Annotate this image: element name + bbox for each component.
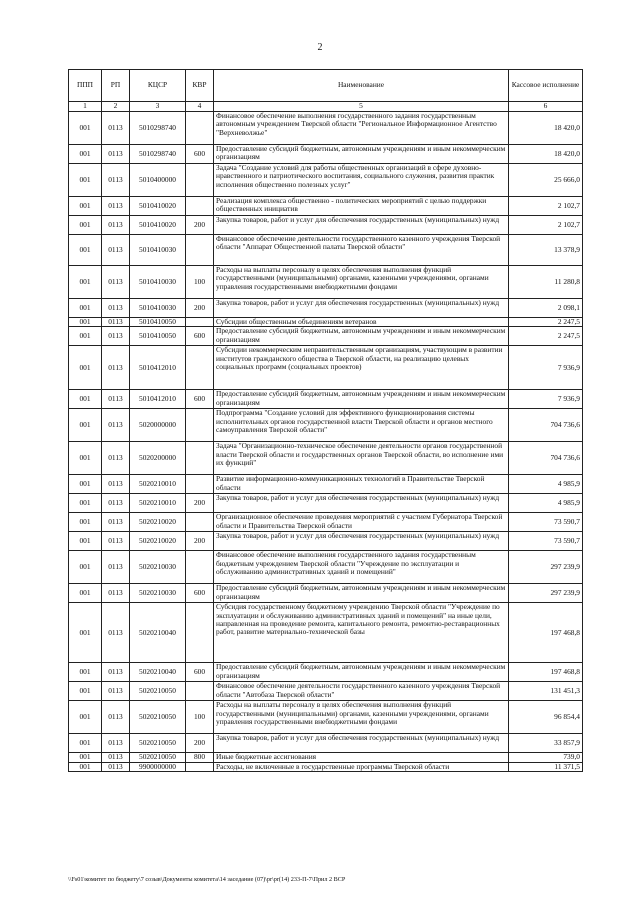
table-row — [69, 266, 583, 299]
table-row — [69, 442, 583, 475]
column-number: 5 — [214, 102, 509, 112]
cell-ppp: 001 — [69, 390, 102, 409]
cell-kcsr: 5010412010 — [130, 390, 186, 409]
cell-ppp: 001 — [69, 753, 102, 762]
table-row — [69, 235, 583, 266]
cell-kvr: 800 — [186, 753, 214, 762]
cell-kcsr: 5020210010 — [130, 475, 186, 494]
cell-kcsr: 5010410020 — [130, 216, 186, 235]
cell-amount: 33 857,9 — [509, 734, 583, 753]
column-number: 1 — [69, 102, 102, 112]
cell-ppp: 001 — [69, 299, 102, 318]
cell-rp: 0113 — [102, 584, 130, 603]
table-row — [69, 145, 583, 164]
cell-kvr: 100 — [186, 701, 214, 734]
cell-name: Субсидии некоммерческим неправительственным организациям, участвующим в развитии институтов гражданского общества в Тверской области, на реализацию целевых социальных программ (социальных проектов) — [214, 346, 509, 390]
cell-amount: 739,0 — [509, 753, 583, 762]
cell-name: Закупка товаров, работ и услуг для обеспечения государственных (муниципальных) нужд — [214, 494, 509, 513]
cell-rp: 0113 — [102, 513, 130, 532]
cell-rp: 0113 — [102, 390, 130, 409]
cell-amount: 2 098,1 — [509, 299, 583, 318]
header-kcsr: КЦСР — [130, 70, 186, 102]
cell-ppp: 001 — [69, 494, 102, 513]
table-row — [69, 327, 583, 346]
cell-name: Финансовое обеспечение выполнения государственного задания государственным автономным учреждением Тверской области "Региональное Информационное Агентство "Верхневолжье" — [214, 112, 509, 145]
cell-amount: 4 985,9 — [509, 494, 583, 513]
cell-name: Закупка товаров, работ и услуг для обеспечения государственных (муниципальных) нужд — [214, 734, 509, 753]
cell-rp: 0113 — [102, 216, 130, 235]
cell-rp: 0113 — [102, 197, 130, 216]
cell-kcsr: 5010410030 — [130, 235, 186, 266]
cell-amount: 13 378,9 — [509, 235, 583, 266]
cell-name: Иные бюджетные ассигнования — [214, 753, 509, 762]
cell-kcsr: 5020210040 — [130, 663, 186, 682]
cell-name: Закупка товаров, работ и услуг для обеспечения государственных (муниципальных) нужд — [214, 299, 509, 318]
cell-rp: 0113 — [102, 603, 130, 663]
cell-kcsr: 5010410050 — [130, 318, 186, 327]
cell-amount: 73 590,7 — [509, 532, 583, 551]
cell-ppp: 001 — [69, 532, 102, 551]
table-row — [69, 762, 583, 771]
table-row — [69, 318, 583, 327]
file-path-footer: \\Fs01\комитет по бюджету\7 созыв\Документы комитета\14 заседание (07)\pr\pr(14) 233-П-7\Прил 2 ВСР — [68, 876, 346, 883]
cell-amount: 704 736,6 — [509, 442, 583, 475]
column-number: 2 — [102, 102, 130, 112]
cell-kvr — [186, 682, 214, 701]
cell-kvr: 200 — [186, 216, 214, 235]
cell-kcsr: 5010410030 — [130, 266, 186, 299]
cell-rp: 0113 — [102, 494, 130, 513]
table-row — [69, 513, 583, 532]
table-row — [69, 112, 583, 145]
cell-name: Расходы на выплаты персоналу в целях обеспечения выполнения функций государственными (муниципальными) органами, казенными учреждениями, органами управления государственными внебюджетными фондами — [214, 701, 509, 734]
cell-ppp: 001 — [69, 701, 102, 734]
header-ppp: ППП — [69, 70, 102, 102]
cell-ppp: 001 — [69, 734, 102, 753]
cell-amount: 197 468,8 — [509, 663, 583, 682]
table-row — [69, 734, 583, 753]
table-row — [69, 216, 583, 235]
cell-ppp: 001 — [69, 197, 102, 216]
cell-ppp: 001 — [69, 216, 102, 235]
cell-rp: 0113 — [102, 164, 130, 197]
cell-amount: 2 102,7 — [509, 216, 583, 235]
cell-ppp: 001 — [69, 603, 102, 663]
header-amount: Кассовое исполнение — [509, 70, 583, 102]
table-row — [69, 346, 583, 390]
cell-name: Предоставление субсидий бюджетным, автономным учреждениям и иным некоммерческим организациям — [214, 584, 509, 603]
cell-kcsr: 5010410030 — [130, 299, 186, 318]
column-number: 4 — [186, 102, 214, 112]
cell-rp: 0113 — [102, 235, 130, 266]
cell-ppp: 001 — [69, 682, 102, 701]
cell-amount: 2 247,5 — [509, 327, 583, 346]
cell-ppp: 001 — [69, 475, 102, 494]
cell-kcsr: 5020210050 — [130, 753, 186, 762]
cell-kcsr: 5020210020 — [130, 513, 186, 532]
cell-ppp: 001 — [69, 164, 102, 197]
column-number: 3 — [130, 102, 186, 112]
cell-ppp: 001 — [69, 409, 102, 442]
cell-amount: 11 280,8 — [509, 266, 583, 299]
cell-kcsr: 5020210020 — [130, 532, 186, 551]
cell-rp: 0113 — [102, 762, 130, 771]
cell-kcsr: 5020210050 — [130, 734, 186, 753]
cell-rp: 0113 — [102, 734, 130, 753]
cell-rp: 0113 — [102, 346, 130, 390]
cell-name: Финансовое обеспечение деятельности государственного казенного учреждения Тверской области "Автобаза Тверской области" — [214, 682, 509, 701]
cell-name: Расходы на выплаты персоналу в целях обеспечения выполнения функций государственными (муниципальными) органами, казенными учреждениями, органами управления государственными внебюджетными фондами — [214, 266, 509, 299]
cell-rp: 0113 — [102, 299, 130, 318]
cell-kvr — [186, 164, 214, 197]
cell-rp: 0113 — [102, 475, 130, 494]
cell-kvr: 200 — [186, 734, 214, 753]
cell-ppp: 001 — [69, 145, 102, 164]
header-kvr: КВР — [186, 70, 214, 102]
cell-kvr — [186, 197, 214, 216]
cell-kcsr: 5020210050 — [130, 682, 186, 701]
cell-ppp: 001 — [69, 584, 102, 603]
cell-kvr: 600 — [186, 584, 214, 603]
cell-ppp: 001 — [69, 327, 102, 346]
cell-amount: 197 468,8 — [509, 603, 583, 663]
table-row — [69, 551, 583, 584]
cell-kvr — [186, 409, 214, 442]
cell-rp: 0113 — [102, 409, 130, 442]
table-row — [69, 532, 583, 551]
cell-name: Субсидии общественным объединениям ветеранов — [214, 318, 509, 327]
cell-kvr: 600 — [186, 145, 214, 164]
cell-kcsr: 5010400000 — [130, 164, 186, 197]
cell-name: Организационное обеспечение проведения мероприятий с участием Губернатора Тверской области и Правительства Тверской области — [214, 513, 509, 532]
cell-kcsr: 9900000000 — [130, 762, 186, 771]
cell-kcsr: 5020000000 — [130, 409, 186, 442]
cell-name: Расходы, не включенные в государственные программы Тверской области — [214, 762, 509, 771]
table-row — [69, 299, 583, 318]
cell-amount: 2 102,7 — [509, 197, 583, 216]
cell-kvr — [186, 603, 214, 663]
table-row — [69, 475, 583, 494]
cell-kvr — [186, 112, 214, 145]
cell-kvr: 200 — [186, 494, 214, 513]
cell-name: Закупка товаров, работ и услуг для обеспечения государственных (муниципальных) нужд — [214, 216, 509, 235]
cell-kcsr: 5010410020 — [130, 197, 186, 216]
cell-rp: 0113 — [102, 682, 130, 701]
cell-ppp: 001 — [69, 442, 102, 475]
cell-kcsr: 5020210050 — [130, 701, 186, 734]
cell-kvr: 600 — [186, 327, 214, 346]
cell-kcsr: 5020210030 — [130, 551, 186, 584]
cell-kvr — [186, 513, 214, 532]
table-row — [69, 164, 583, 197]
cell-ppp: 001 — [69, 318, 102, 327]
cell-rp: 0113 — [102, 318, 130, 327]
table-row — [69, 584, 583, 603]
cell-kvr: 200 — [186, 299, 214, 318]
table-row — [69, 197, 583, 216]
cell-name: Субсидия государственному бюджетному учреждению Тверской области "Учреждение по эксплуатации и обслуживанию административных зданий и помещений" на иные цели, направленная на проведение ремонта, капитального ремонта, ремонтно-реставрационных работ, развитие материально-технической базы — [214, 603, 509, 663]
cell-ppp: 001 — [69, 663, 102, 682]
cell-rp: 0113 — [102, 663, 130, 682]
cell-name: Предоставление субсидий бюджетным, автономным учреждениям и иным некоммерческим организациям — [214, 663, 509, 682]
cell-name: Закупка товаров, работ и услуг для обеспечения государственных (муниципальных) нужд — [214, 532, 509, 551]
cell-kvr: 100 — [186, 266, 214, 299]
cell-name: Предоставление субсидий бюджетным, автономным учреждениям и иным некоммерческим организациям — [214, 145, 509, 164]
cell-rp: 0113 — [102, 112, 130, 145]
header-rp: РП — [102, 70, 130, 102]
cell-amount: 704 736,6 — [509, 409, 583, 442]
cell-amount: 18 420,0 — [509, 145, 583, 164]
table-row — [69, 701, 583, 734]
cell-kvr: 600 — [186, 390, 214, 409]
cell-amount: 297 239,9 — [509, 584, 583, 603]
cell-ppp: 001 — [69, 513, 102, 532]
cell-kvr — [186, 442, 214, 475]
cell-kvr — [186, 235, 214, 266]
cell-amount: 25 666,0 — [509, 164, 583, 197]
header-row — [69, 70, 583, 102]
table-row — [69, 753, 583, 762]
budget-execution-table — [68, 69, 583, 772]
cell-kvr: 600 — [186, 663, 214, 682]
cell-rp: 0113 — [102, 327, 130, 346]
cell-rp: 0113 — [102, 551, 130, 584]
cell-ppp: 001 — [69, 762, 102, 771]
cell-kcsr: 5020210030 — [130, 584, 186, 603]
cell-kcsr: 5010412010 — [130, 346, 186, 390]
table-row — [69, 409, 583, 442]
cell-kcsr: 5020210040 — [130, 603, 186, 663]
cell-kcsr: 5020210010 — [130, 494, 186, 513]
cell-rp: 0113 — [102, 266, 130, 299]
cell-amount: 18 420,0 — [509, 112, 583, 145]
cell-name: Финансовое обеспечение выполнения государственного задания государственным бюджетным учреждением Тверской области "Учреждение по эксплуатации и обслуживанию административных зданий и помещений" — [214, 551, 509, 584]
cell-amount: 96 854,4 — [509, 701, 583, 734]
cell-amount: 73 590,7 — [509, 513, 583, 532]
cell-rp: 0113 — [102, 145, 130, 164]
column-number-row — [69, 102, 583, 112]
cell-kvr — [186, 551, 214, 584]
cell-kvr: 200 — [186, 532, 214, 551]
header-name: Наименование — [214, 70, 509, 102]
cell-amount: 11 371,5 — [509, 762, 583, 771]
cell-kcsr: 5010410050 — [130, 327, 186, 346]
cell-kvr — [186, 762, 214, 771]
cell-kcsr: 5010298740 — [130, 145, 186, 164]
table-row — [69, 494, 583, 513]
cell-name: Подпрограмма "Создание условий для эффективного функционирования системы исполнительных органов государственной власти Тверской области и органов местного самоуправления Тверской области" — [214, 409, 509, 442]
cell-amount: 4 985,9 — [509, 475, 583, 494]
cell-amount: 7 936,9 — [509, 346, 583, 390]
cell-rp: 0113 — [102, 532, 130, 551]
cell-rp: 0113 — [102, 442, 130, 475]
cell-kcsr: 5010298740 — [130, 112, 186, 145]
table-row — [69, 603, 583, 663]
table-row — [69, 682, 583, 701]
cell-name: Предоставление субсидий бюджетным, автономным учреждениям и иным некоммерческим организациям — [214, 390, 509, 409]
cell-ppp: 001 — [69, 112, 102, 145]
cell-ppp: 001 — [69, 266, 102, 299]
cell-kvr — [186, 346, 214, 390]
table-row — [69, 390, 583, 409]
cell-name: Финансовое обеспечение деятельности государственного казенного учреждения Тверской области "Аппарат Общественной палаты Тверской области" — [214, 235, 509, 266]
table-row — [69, 663, 583, 682]
cell-name: Реализация комплекса общественно - политических мероприятий с целью поддержки общественных инициатив — [214, 197, 509, 216]
cell-kvr — [186, 475, 214, 494]
cell-name: Предоставление субсидий бюджетным, автономным учреждениям и иным некоммерческим организациям — [214, 327, 509, 346]
cell-kvr — [186, 318, 214, 327]
cell-amount: 297 239,9 — [509, 551, 583, 584]
page-number: 2 — [317, 42, 323, 53]
cell-name: Задача "Организационно-техническое обеспечение деятельности органов государственной власти Тверской области и государственных органов Тверской области, во исполнение ими их функций" — [214, 442, 509, 475]
cell-name: Развитие информационно-коммуникационных технологий в Правительстве Тверской области — [214, 475, 509, 494]
cell-amount: 2 247,5 — [509, 318, 583, 327]
cell-kcsr: 5020200000 — [130, 442, 186, 475]
cell-amount: 7 936,9 — [509, 390, 583, 409]
cell-rp: 0113 — [102, 753, 130, 762]
cell-amount: 131 451,3 — [509, 682, 583, 701]
cell-name: Задача "Создание условий для работы общественных организаций в сфере духовно-нравственного и патриотического воспитания, социального служения, развития практик исполнения общественно полезных услуг" — [214, 164, 509, 197]
column-number: 6 — [509, 102, 583, 112]
cell-rp: 0113 — [102, 701, 130, 734]
cell-ppp: 001 — [69, 346, 102, 390]
table-body — [69, 112, 583, 772]
cell-ppp: 001 — [69, 235, 102, 266]
cell-ppp: 001 — [69, 551, 102, 584]
